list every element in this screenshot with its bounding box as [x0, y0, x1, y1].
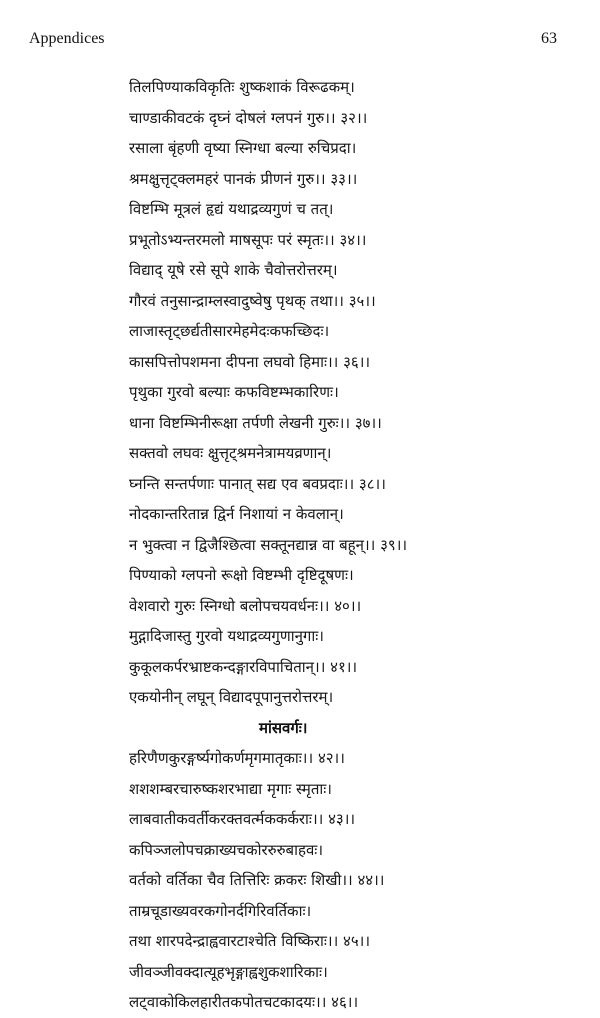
verse-line: तथा शारपदेन्द्राह्ववारटाश्चेति विष्किराः।। ४५।। — [129, 932, 371, 950]
verse-line: रसाला बृंहणी वृष्या स्निग्धा बल्या रुचिप्रदा। — [129, 139, 357, 157]
verse-line: लाबवातीकवर्तीकरक्तवर्त्मककर्कराः।। ४३।। — [129, 810, 356, 828]
verse-line: चाण्डाकीवटकं दृघ्नं दोषलं ग्लपनं गुरु।। ३२।। — [129, 108, 368, 127]
verse-line: गौरवं तनुसान्द्राम्लस्वादुष्वेषु पृथक् तथा।। ३५।। — [129, 291, 376, 310]
verse-line: घ्नन्ति सन्तर्पणाः पानात् सद्य एव बवप्रदाः।। ३८।। — [129, 474, 386, 493]
verse-line: कपिञ्जलोपचक्राख्यचकोररुरुबाहवः। — [129, 840, 324, 859]
verse-line: विष्टम्भि मूत्रलं हृद्यं यथाद्रव्यगुणं च तत्। — [129, 200, 334, 218]
verse-line: पिण्याको ग्लपनो रूक्षो विष्टम्भी दृष्टिदूषणः। — [129, 566, 354, 584]
section-heading: मांसवर्गः। — [259, 718, 308, 737]
verse-line: शशशम्बरचारुष्कशरभाद्या मृगाः स्मृताः। — [129, 779, 332, 798]
verse-line: वेशवारो गुरुः स्निग्धो बलोपचयवर्धनः।। ४०।। — [129, 596, 362, 615]
verse-line: कुकूलकर्परभ्राष्टकन्दङ्गारविपाचितान्।। ४१।। — [129, 657, 358, 676]
verse-line: धाना विष्टम्भिनीरूक्षा तर्पणी लेखनी गुरुः।। ३७।। — [129, 413, 382, 432]
verse-line: कासपित्तोपशमना दीपना लघवो हिमाः।। ३६।। — [129, 352, 371, 371]
verse-line: तिलपिण्याकविकृतिः शुष्कशाकं विरूढकम्। — [129, 78, 355, 96]
verse-line: लट्वाकोकिलहारीतकपोतचटकादयः।। ४६।। — [129, 993, 359, 1011]
verse-line: लाजास्तृट्छर्द्यतीसारमेहमेदःकफच्छिदः। — [129, 322, 330, 340]
verse-line: न भुक्त्वा न द्विजैश्छित्वा सक्तूनद्यान्न वा बहून्।। ३९।। — [129, 535, 408, 554]
verse-line: ताम्रचूडाख्यवरकगोनर्दगिरिवर्तिकाः। — [129, 901, 312, 920]
verse-line: श्रमक्षुत्तृट्क्लमहरं पानकं प्रीणनं गुरु।। ३३।। — [129, 169, 358, 188]
verse-line: वर्तको वर्तिका चैव तित्तिरिः क्रकरः शिखी।। ४४।। — [129, 871, 385, 889]
verse-line: पृथुका गुरवो बल्याः कफविष्टम्भकारिणः। — [129, 383, 339, 401]
verse-line: विद्याद् यूषे रसे सूपे शाके चैवोत्तरोत्तरम्। — [129, 261, 338, 279]
running-head: Appendices — [29, 30, 105, 47]
verse-line: मुद्गादिजास्तु गुरवो यथाद्रव्यगुणानुगाः। — [129, 627, 324, 645]
verse-line: प्रभूतोऽभ्यन्तरमलो माषसूपः परं स्मृतः।। ३४।। — [129, 230, 367, 249]
verse-line: नोदकान्तरितान्न द्विर्न निशायां न केवलान्। — [129, 505, 344, 523]
verse-line: हरिणैणकुरङ्गर्ष्यगोकर्णमृगमातृकाः।। ४२।। — [129, 749, 345, 767]
page-number: 63 — [541, 30, 557, 47]
verse-block — [129, 72, 549, 1018]
verse-line: जीवञ्जीवक्दात्यूहभृङ्गाह्वशुकशारिकाः। — [129, 962, 328, 981]
verse-line: एकयोनीन् लघून् विद्यादपूपानुत्तरोत्तरम्। — [129, 688, 334, 706]
verse-line: सक्तवो लघवः क्षुत्तृट्श्रमनेत्रामयव्रणान्। — [129, 444, 332, 462]
